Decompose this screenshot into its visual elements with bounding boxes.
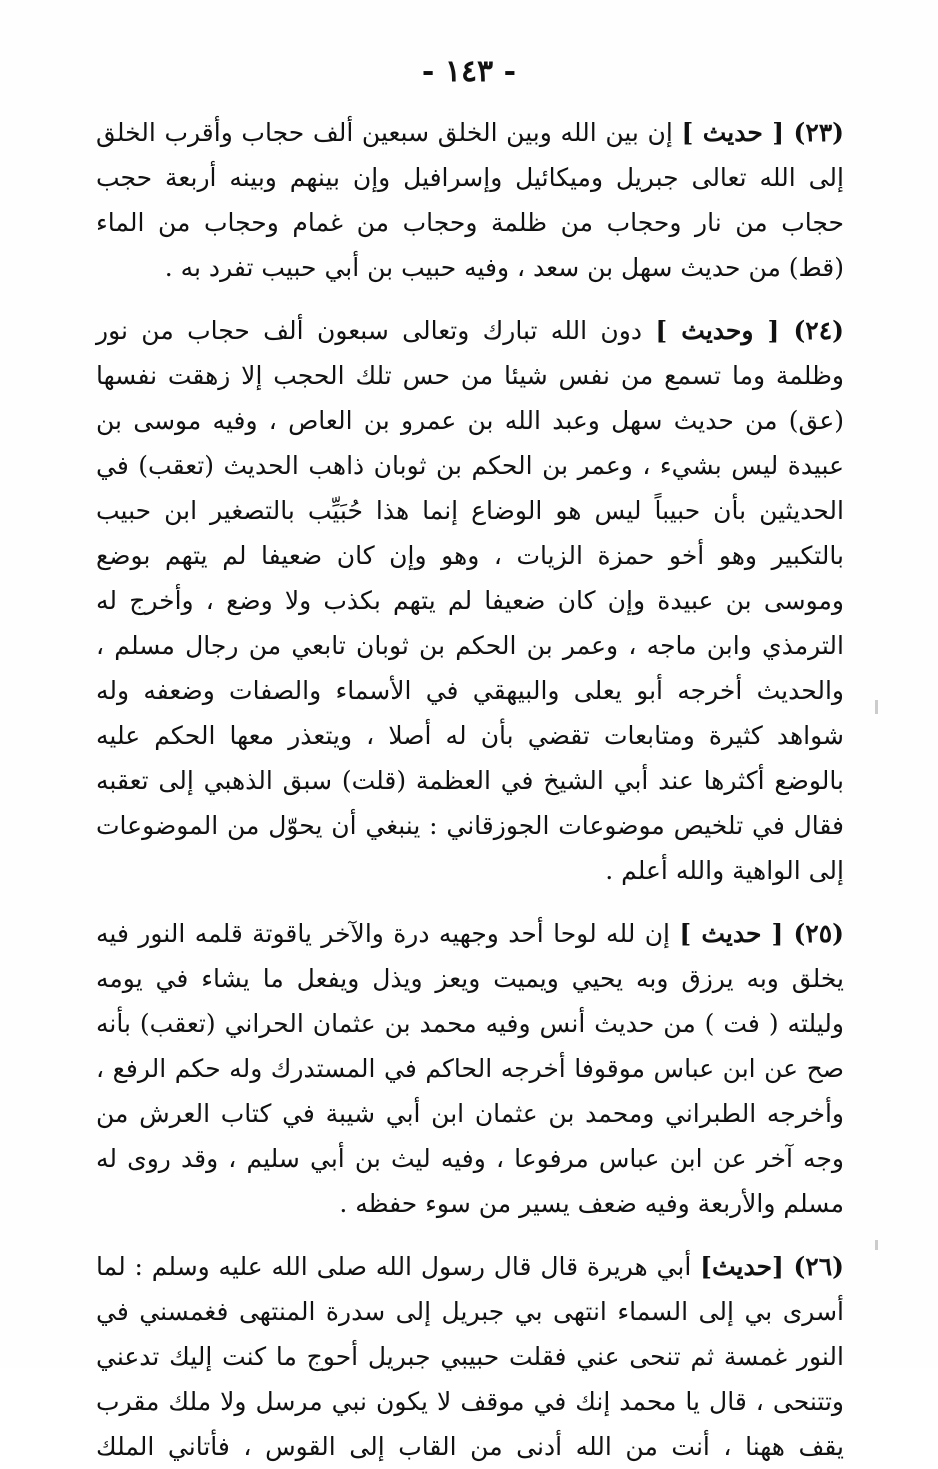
hadith-text: أبي هريرة قال قال رسول الله صلى الله عليه وسلم : لما أسرى بي إلى السماء انتهى بي جبريل إلى سدرة المنتهى فغمسني في النور غمسة ثم تنحى عني فقلت حبيبي جبريل أحوج ما كنت إليك تدعني وتتنحى ، قال يا محمد إنك في موقف لا يكون نبي مرسل ولا ملك مقرب يقف ههنا ، أنت من الله أدنى من القاب إلى القوس ، فأتاني الملك bbox=[96, 1252, 844, 1461]
scan-mark bbox=[875, 1240, 878, 1250]
hadith-marker: (٢٥) [ حديث ] bbox=[679, 919, 844, 948]
hadith-text: إن لله لوحا أحد وجهيه درة والآخر ياقوتة قلمه النور فيه يخلق وبه يرزق وبه يحيي ويميت ويعز ويذل ويفعل ما يشاء في يومه وليلته ( فت ) من حديث أنس وفيه محمد بن عثمان الحراني (تعقب) بأنه صح عن ابن عباس موقوفا أخرجه الحاكم في المستدرك وله حكم الرفع ، وأخرجه الطبراني ومحمد بن عثمان ابن أبي شيبة في كتاب العرش من وجه آخر عن ابن عباس مرفوعا ، وفيه ليث بن أبي سليم ، وقد روى له مسلم والأربعة وفيه ضعف يسير من سوء حفظه . bbox=[96, 919, 844, 1218]
hadith-paragraph-23 bbox=[96, 110, 844, 290]
hadith-marker: (٢٤) [ وحديث ] bbox=[655, 316, 844, 345]
hadith-paragraph-26 bbox=[96, 1244, 844, 1469]
hadith-text: دون الله تبارك وتعالى سبعون ألف حجاب من نور وظلمة وما تسمع من نفس شيئا من حس تلك الحجب إلا زهقت نفسها (عق) من حديث سهل وعبد الله بن عمرو بن العاص ، وفيه موسى بن عبيدة ليس بشيء ، وعمر بن الحكم بن ثوبان ذاهب الحديث (تعقب) في الحديثين بأن حبيباً ليس هو الوضاع إنما هذا حُبَيِّب بالتصغير ابن حبيب بالتكبير وهو أخو حمزة الزيات ، وهو وإن كان ضعيفا لم يتهم بوضع وموسى بن عبيدة وإن كان ضعيفا لم يتهم بكذب ولا وضع ، وأخرج له الترمذي وابن ماجه ، وعمر بن الحكم بن ثوبان تابعي من رجال مسلم ، والحديث أخرجه أبو يعلى والبيهقي في الأسماء والصفات وضعفه وله شواهد كثيرة ومتابعات تقضي بأن له أصلا ، ويتعذر معها الحكم عليه بالوضع أكثرها عند أبي الشيخ في العظمة (قلت) سبق الذهبي إلى تعقبه فقال في تلخيص موضوعات الجوزقاني : ينبغي أن يحوّل من الموضوعات إلى الواهية والله أعلم . bbox=[96, 316, 844, 885]
hadith-text: إن بين الله وبين الخلق سبعين ألف حجاب وأقرب الخلق إلى الله تعالى جبريل وميكائيل وإسرافيل وإن بينهم وبينه أربعة حجب حجاب من نار وحجاب من ظلمة وحجاب من غمام وحجاب من الماء (قط) من حديث سهل بن سعد ، وفيه حبيب بن أبي حبيب تفرد به . bbox=[96, 118, 844, 282]
hadith-paragraph-24 bbox=[96, 308, 844, 893]
scan-mark bbox=[875, 700, 878, 714]
text-block bbox=[96, 110, 844, 1469]
page-number: - ١٤٣ - bbox=[421, 54, 517, 89]
hadith-marker: (٢٣) [ حديث ] bbox=[681, 118, 845, 147]
hadith-paragraph-25 bbox=[96, 911, 844, 1226]
hadith-marker: (٢٦) [حديث] bbox=[700, 1252, 844, 1281]
